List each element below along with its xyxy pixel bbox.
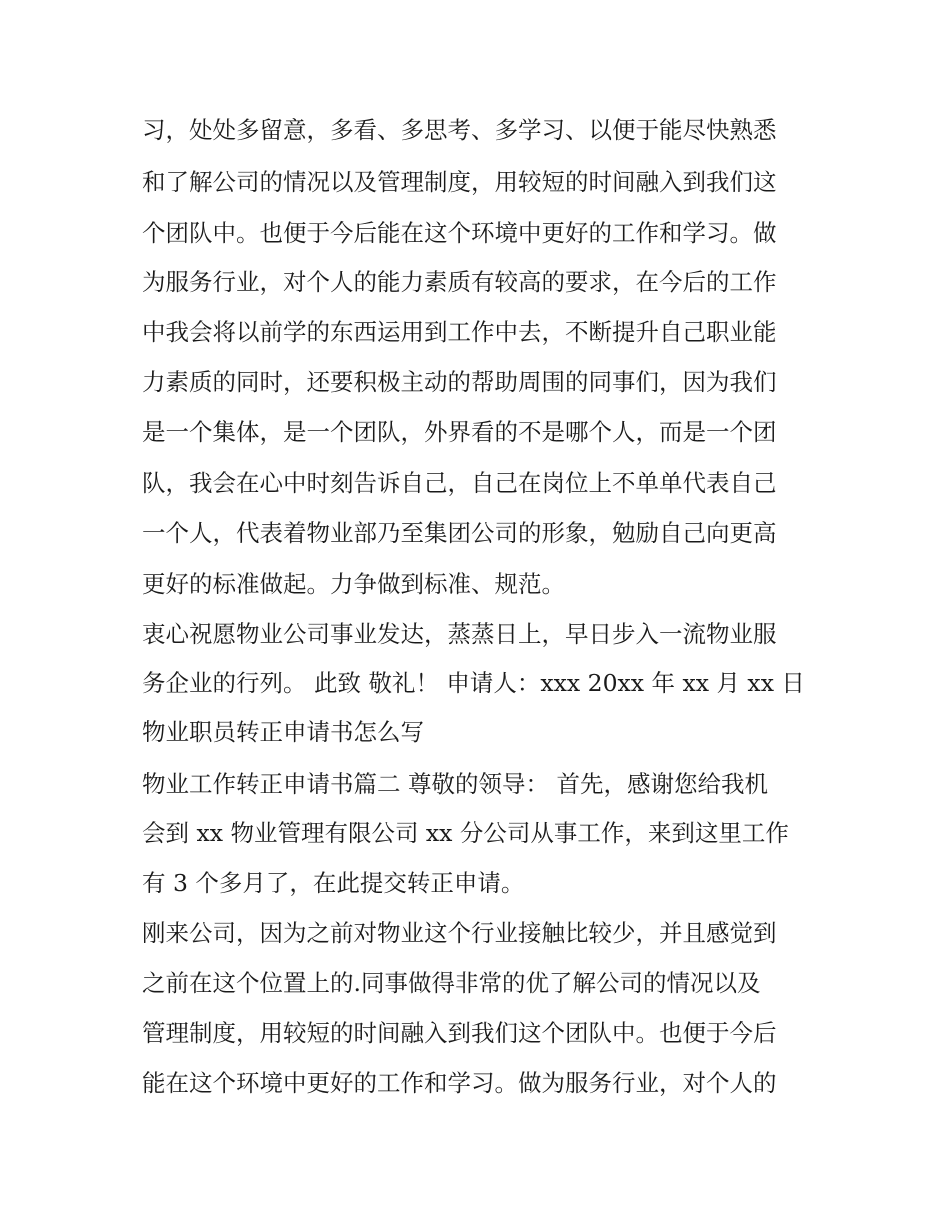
text-line: 习，处处多留意，多看、多思考、多学习、以便于能尽快熟悉 — [142, 116, 777, 144]
section-title: 物业职员转正申请书怎么写 — [142, 718, 424, 746]
text-line: 更好的标准做起。力争做到标准、规范。 — [142, 570, 565, 598]
text-line: 衷心祝愿物业公司事业发达，蒸蒸日上，早日步入一流物业服 — [142, 620, 777, 648]
text-line: 一个人，代表着物业部乃至集团公司的形象，勉励自己向更高 — [142, 519, 777, 547]
text-line: 是一个集体，是一个团队，外界看的不是哪个人，而是一个团 — [142, 418, 777, 446]
text-line: 物业工作转正申请书篇二 尊敬的领导： 首先，感谢您给我机 — [142, 770, 768, 798]
text-line: 为服务行业，对个人的能力素质有较高的要求，在今后的工作 — [142, 268, 777, 296]
text-line: 之前在这个位置上的.同事做得非常的优了解公司的情况以及 — [142, 969, 761, 997]
text-line: 有 3 个多月了，在此提交转正申请。 — [142, 869, 525, 897]
text-line: 中我会将以前学的东西运用到工作中去，不断提升自己职业能 — [142, 318, 777, 346]
text-line: 会到 xx 物业管理有限公司 xx 分公司从事工作，来到这里工作 — [142, 819, 789, 847]
text-line: 个团队中。也便于今后能在这个环境中更好的工作和学习。做 — [142, 219, 777, 247]
text-line: 能在这个环境中更好的工作和学习。做为服务行业，对个人的 — [142, 1069, 777, 1097]
text-line: 和了解公司的情况以及管理制度，用较短的时间融入到我们这 — [142, 168, 777, 196]
text-line: 力素质的同时，还要积极主动的帮助周围的同事们，因为我们 — [142, 368, 777, 396]
text-line: 务企业的行列。 此致 敬礼！ 申请人：xxx 20xx 年 xx 月 xx 日 — [142, 669, 805, 697]
text-line: 队，我会在心中时刻告诉自己，自己在岗位上不单单代表自己 — [142, 469, 777, 497]
text-line: 管理制度，用较短的时间融入到我们这个团队中。也便于今后 — [142, 1019, 777, 1047]
text-line: 刚来公司，因为之前对物业这个行业接触比较少，并且感觉到 — [142, 919, 777, 947]
